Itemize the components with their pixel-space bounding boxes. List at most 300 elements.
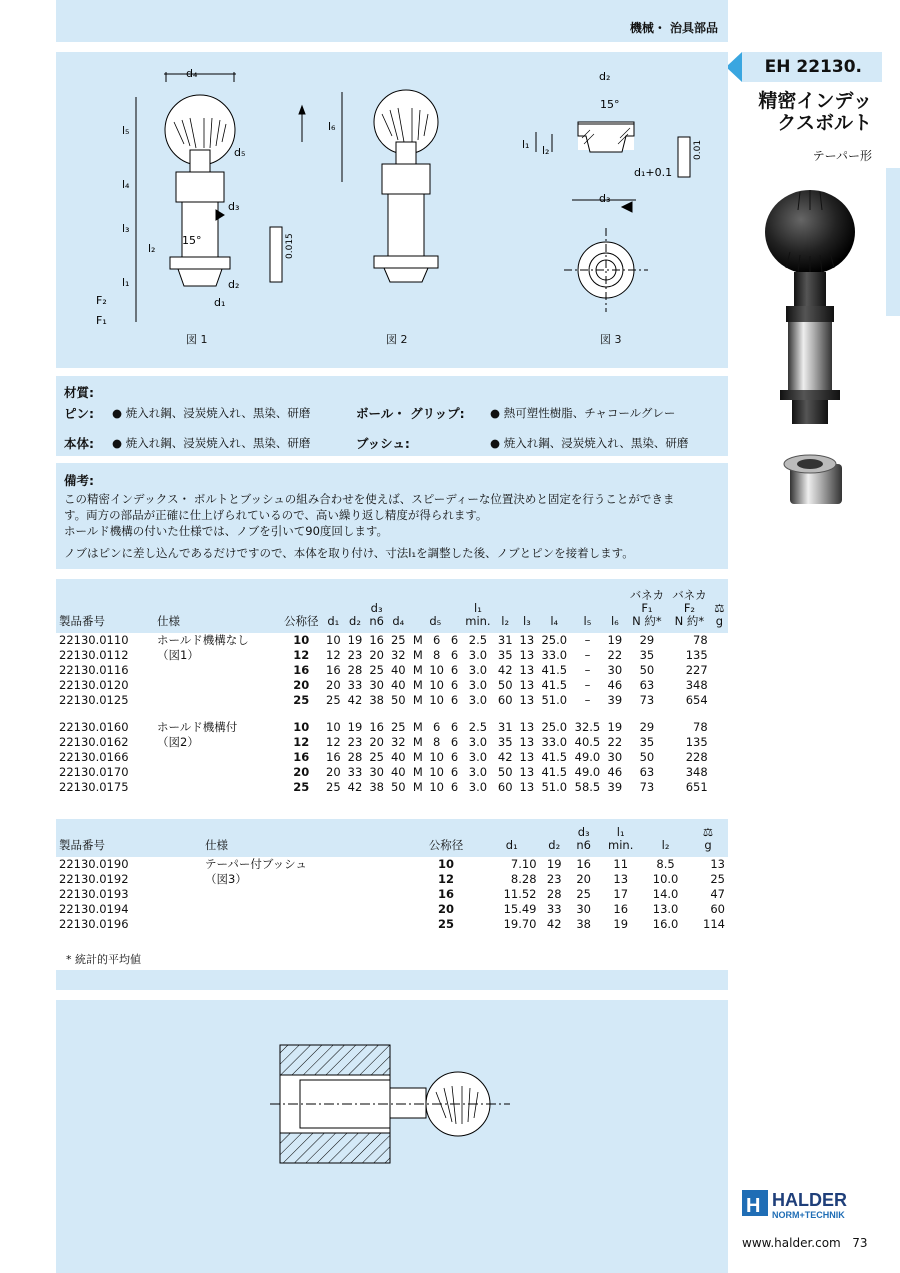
spec-cell xyxy=(202,917,408,932)
table-cell: 16 xyxy=(369,720,384,734)
table-cell: 3.0 xyxy=(468,693,488,707)
th-weight: ⚖ g xyxy=(711,579,728,633)
th-l2: l₂ xyxy=(494,579,516,633)
table-cell: 13 xyxy=(519,780,535,794)
side-tab xyxy=(886,168,900,316)
table-row xyxy=(56,663,728,678)
table-cell: 39 xyxy=(607,693,623,707)
nominal-cell: 10 xyxy=(437,857,454,871)
table-cell: 35 xyxy=(639,648,655,662)
table-cell: 25 xyxy=(390,633,406,647)
table-cell: 42 xyxy=(497,663,513,677)
table-row xyxy=(56,887,728,902)
table-cell: 19 xyxy=(347,633,363,647)
table-cell: 114 xyxy=(703,917,725,931)
table-cell: 29 xyxy=(639,633,655,647)
product-subtitle: テーパー形 xyxy=(812,149,872,163)
table-cell: 73 xyxy=(639,780,655,794)
table-cell: 25 xyxy=(326,780,341,794)
table-cell: 41.5 xyxy=(541,663,568,677)
table-cell: 10 xyxy=(429,750,444,764)
table-cell: 33 xyxy=(546,902,562,916)
part-number: 22130.0125 xyxy=(59,693,129,707)
brand-sub: NORM+TECHNIK xyxy=(772,1210,845,1220)
table-cell: 13 xyxy=(613,872,629,886)
materials-heading: 材質: xyxy=(64,385,94,400)
table-cell: 10 xyxy=(429,693,444,707)
table-cell: 33.0 xyxy=(541,648,568,662)
bush-text: ● 焼入れ鋼、浸炭焼入れ、黒染、研磨 xyxy=(490,436,689,450)
table-cell: 31 xyxy=(497,633,513,647)
table-row xyxy=(56,857,728,872)
table-row xyxy=(56,693,728,708)
table-cell: 13 xyxy=(519,735,535,749)
table-cell: 22 xyxy=(607,648,623,662)
t2-th-d1: d₁ xyxy=(484,819,540,857)
ball-label: ボール・ グリップ: xyxy=(356,406,465,421)
table-cell: 28 xyxy=(347,750,363,764)
label-angle-1: 15° xyxy=(182,234,202,247)
table-cell: 35 xyxy=(639,735,655,749)
table-row xyxy=(56,917,728,932)
label-l5: l₅ xyxy=(122,124,130,137)
table-cell: 23 xyxy=(546,872,562,886)
table-row xyxy=(56,872,728,887)
table-cell: 12 xyxy=(326,648,341,662)
spec-cell xyxy=(154,780,280,795)
table-cell: 30 xyxy=(576,902,591,916)
fig3-caption: 図 3 xyxy=(600,333,622,346)
t2-th-d2: d₂ xyxy=(540,819,569,857)
nominal-cell: 25 xyxy=(437,917,454,931)
website-link[interactable]: www.halder.com xyxy=(742,1236,841,1250)
table-cell: 49.0 xyxy=(574,750,601,764)
th-l1: l₁ min. xyxy=(461,579,494,633)
table-cell: 78 xyxy=(693,720,708,734)
table-cell: 11.52 xyxy=(503,887,537,901)
t2-th-l2: l₂ xyxy=(643,819,688,857)
t2-th-nominal: 公称径 xyxy=(408,819,484,857)
table-cell: 40 xyxy=(390,750,406,764)
table-cell: 8 xyxy=(433,648,441,662)
table-cell: 19 xyxy=(613,917,629,931)
table-cell: 14.0 xyxy=(652,887,679,901)
th-spec: 仕様 xyxy=(154,579,280,633)
table-cell: M xyxy=(412,693,423,707)
th-F2: バネカ F₂ N 約* xyxy=(668,579,711,633)
table-cell: 30 xyxy=(607,750,623,764)
table-cell: M xyxy=(412,780,423,794)
table-cell: 32 xyxy=(390,735,406,749)
table-cell: 42 xyxy=(497,750,513,764)
table-cell: 38 xyxy=(369,780,384,794)
row-gap xyxy=(56,708,728,720)
th-d2: d₂ xyxy=(344,579,366,633)
table-row xyxy=(56,633,728,648)
table-cell: 50 xyxy=(639,750,655,764)
table-row xyxy=(56,902,728,917)
part-number: 22130.0120 xyxy=(59,678,129,692)
ball-text: ● 熱可塑性樹脂、チャコールグレー xyxy=(490,406,676,420)
label-fig3-l2: l₂ xyxy=(542,144,550,157)
table-cell: 3.0 xyxy=(468,678,488,692)
table-cell: 19 xyxy=(546,857,562,871)
remarks-p1c: ホールド機構の付いた仕様では、ノブを引いて90度回します。 xyxy=(64,524,388,538)
table-cell: 42 xyxy=(347,780,363,794)
fig1-caption: 図 1 xyxy=(186,333,208,346)
table-row xyxy=(56,780,728,795)
th-l6: l₆ xyxy=(604,579,626,633)
th-nominal: 公称径 xyxy=(280,579,323,633)
nominal-cell: 20 xyxy=(293,678,310,692)
label-l4: l₄ xyxy=(122,178,130,191)
th-d3: d₃ n6 xyxy=(366,579,388,633)
table-cell: – xyxy=(584,633,591,647)
table-row xyxy=(56,735,728,750)
table-cell: 16 xyxy=(369,633,384,647)
pin-text: ● 焼入れ鋼、浸炭焼入れ、黒染、研磨 xyxy=(112,406,311,420)
label-fig3-angle: 15° xyxy=(600,98,620,111)
table-cell: 3.0 xyxy=(468,750,488,764)
body-text: ● 焼入れ鋼、浸炭焼入れ、黒染、研磨 xyxy=(112,436,311,450)
title-line-2: クスボルト xyxy=(777,112,872,134)
tol-015: 0.015 xyxy=(285,233,295,259)
spec-cell xyxy=(154,693,280,708)
table-cell: 38 xyxy=(369,693,384,707)
table-cell: 17 xyxy=(613,887,629,901)
table-cell: 73 xyxy=(639,693,655,707)
nominal-cell: 10 xyxy=(293,720,310,734)
table-cell: 50 xyxy=(639,663,655,677)
table-cell: 35 xyxy=(497,648,513,662)
category-header xyxy=(56,0,728,42)
table-cell: 50 xyxy=(497,765,513,779)
table-cell: 25.0 xyxy=(541,720,568,734)
nominal-cell: 16 xyxy=(293,663,310,677)
spec-cell xyxy=(154,765,280,780)
spec-cell xyxy=(154,663,280,678)
spec-cell: ホールド機構付 xyxy=(157,720,238,734)
part-number: 22130.0194 xyxy=(59,902,129,916)
nominal-cell: 12 xyxy=(293,648,310,662)
table-cell: 6 xyxy=(450,780,459,794)
body-label: 本体: xyxy=(64,436,94,451)
th-l4: l₄ xyxy=(538,579,571,633)
spec-cell xyxy=(154,750,280,765)
table-cell: 40 xyxy=(390,663,406,677)
svg-text:H: H xyxy=(746,1195,761,1217)
nominal-cell: 12 xyxy=(437,872,454,886)
th-d1: d₁ xyxy=(323,579,345,633)
table-cell: M xyxy=(412,750,423,764)
spec-table-2 xyxy=(56,819,728,932)
spec-cell: （図3） xyxy=(205,872,247,886)
table-cell: 6 xyxy=(433,633,441,647)
table-cell: 12 xyxy=(326,735,341,749)
remarks-heading: 備考: xyxy=(64,473,94,488)
table-cell: 8 xyxy=(433,735,441,749)
part-number: 22130.0196 xyxy=(59,917,129,931)
table-cell: 47 xyxy=(710,887,725,901)
table-row xyxy=(56,765,728,780)
table-cell: 7.10 xyxy=(510,857,537,871)
table-cell: 50 xyxy=(390,780,406,794)
remarks-p1a: この精密インデックス・ ボルトとブッシュの組み合わせを使えば、スピーディーな位置決めと固定を行うことができま xyxy=(64,492,675,506)
part-number: 22130.0192 xyxy=(59,872,129,886)
table-cell: M xyxy=(412,735,423,749)
th-d5: d₅ xyxy=(409,579,461,633)
category-label: 機械・ 治具部品 xyxy=(629,21,718,35)
nominal-cell: 20 xyxy=(293,765,310,779)
table-row xyxy=(56,750,728,765)
remarks-p2: ノブはピンに差し込んであるだけですので、本体を取り付け、寸法l₁を調整した後、ノブとピンを接着します。 xyxy=(64,546,634,560)
table-cell: 30 xyxy=(369,765,384,779)
nominal-cell: 25 xyxy=(293,693,310,707)
nominal-cell: 10 xyxy=(293,633,310,647)
halder-logo xyxy=(742,1186,874,1226)
page-number: 73 xyxy=(852,1236,868,1250)
nominal-cell: 25 xyxy=(293,780,310,794)
table-cell: M xyxy=(412,633,423,647)
label-l1: l₁ xyxy=(122,276,130,289)
separator-bar xyxy=(56,970,728,990)
table-cell: 13 xyxy=(519,678,535,692)
table-cell: 29 xyxy=(639,720,655,734)
label-l6: l₆ xyxy=(328,120,336,133)
table-cell: 6 xyxy=(450,678,459,692)
code-arrow-icon xyxy=(726,52,742,82)
table-cell: 32.5 xyxy=(574,720,601,734)
table-cell: 16 xyxy=(576,857,591,871)
table-cell: 6 xyxy=(450,693,459,707)
table-cell: 654 xyxy=(685,693,708,707)
label-F1: F₁ xyxy=(96,314,107,327)
table-row xyxy=(56,648,728,663)
label-fig3-d3: d₃ xyxy=(599,192,611,205)
table-cell: 60 xyxy=(497,693,513,707)
table-cell: 11 xyxy=(613,857,629,871)
part-number: 22130.0112 xyxy=(59,648,129,662)
table-cell: 13 xyxy=(519,648,535,662)
table-cell: 135 xyxy=(685,648,708,662)
table-cell: 16 xyxy=(326,750,341,764)
table-cell: 20 xyxy=(369,648,384,662)
table-cell: 63 xyxy=(639,678,655,692)
table-cell: 78 xyxy=(693,633,708,647)
table-cell: 6 xyxy=(450,735,459,749)
t2-th-weight: ⚖ g xyxy=(688,819,728,857)
table-cell: – xyxy=(584,678,591,692)
th-l5: l₅ xyxy=(571,579,604,633)
label-fig3-d1tol: d₁+0.1 xyxy=(634,166,673,179)
table-cell: 10 xyxy=(429,780,444,794)
part-number: 22130.0175 xyxy=(59,780,129,794)
table-cell: 46 xyxy=(607,678,623,692)
footnote: * 統計的平均値 xyxy=(66,953,141,966)
table-cell: 23 xyxy=(347,735,363,749)
table-cell: 6 xyxy=(450,633,459,647)
table-cell: 16 xyxy=(613,902,629,916)
table-cell: 6 xyxy=(450,765,459,779)
table-cell: 13 xyxy=(519,765,535,779)
table-cell: 19 xyxy=(607,633,623,647)
table-cell: 13.0 xyxy=(652,902,679,916)
table-cell: 2.5 xyxy=(468,720,488,734)
spec-cell xyxy=(154,678,280,693)
table-cell: 10 xyxy=(326,633,341,647)
table-cell: 40 xyxy=(390,678,406,692)
product-title xyxy=(758,90,872,134)
nominal-cell: 20 xyxy=(437,902,454,916)
label-fig3-l1: l₁ xyxy=(522,138,530,151)
weight-icon: ⚖ xyxy=(714,601,725,615)
table-cell: 3.0 xyxy=(468,648,488,662)
table-cell: 50 xyxy=(390,693,406,707)
table-cell: 22 xyxy=(607,735,623,749)
table-cell: 13 xyxy=(710,857,725,871)
table-cell: 51.0 xyxy=(541,693,568,707)
t2-th-spec: 仕様 xyxy=(202,819,408,857)
spec-cell: （図1） xyxy=(157,648,199,662)
table-cell: 20 xyxy=(326,765,341,779)
table-cell: 16 xyxy=(326,663,341,677)
table-cell: 30 xyxy=(369,678,384,692)
product-code: EH 22130. xyxy=(764,57,862,77)
title-line-1: 精密インデッ xyxy=(758,90,872,112)
th-F1: バネカ F₁ N 約* xyxy=(626,579,669,633)
table-cell: 25 xyxy=(390,720,406,734)
table-cell: 58.5 xyxy=(574,780,601,794)
table-cell: 49.0 xyxy=(574,765,601,779)
part-number: 22130.0110 xyxy=(59,633,129,647)
spec-cell: ホールド機構なし xyxy=(157,633,249,647)
tol-001: 0.01 xyxy=(693,139,703,160)
table-cell: 25 xyxy=(710,872,725,886)
table-cell: – xyxy=(584,663,591,677)
table-cell: 35 xyxy=(497,735,513,749)
th-l3: l₃ xyxy=(516,579,538,633)
table-cell: – xyxy=(584,693,591,707)
table-cell: 3.0 xyxy=(468,765,488,779)
table-cell: 51.0 xyxy=(541,780,568,794)
label-d1: d₁ xyxy=(214,296,226,309)
nominal-cell: 12 xyxy=(293,735,310,749)
remarks-p1b: す。両方の部品が正確に仕上げられているので、高い繰り返し精度が得られます。 xyxy=(64,508,488,522)
spec-cell: （図2） xyxy=(157,735,199,749)
table-cell: – xyxy=(584,648,591,662)
table-cell: 6 xyxy=(433,720,441,734)
table-cell: 227 xyxy=(685,663,708,677)
table-cell: 6 xyxy=(450,663,459,677)
bush-label: ブッシュ: xyxy=(356,436,410,451)
label-d4: d₄ xyxy=(186,67,198,80)
table-cell: 13 xyxy=(519,750,535,764)
table-cell: 3.0 xyxy=(468,663,488,677)
table-cell: 19 xyxy=(347,720,363,734)
brand-name: HALDER xyxy=(772,1190,847,1210)
table-cell: 6 xyxy=(450,648,459,662)
table-cell: 25 xyxy=(326,693,341,707)
table-cell: 6 xyxy=(450,720,459,734)
table-cell: 15.49 xyxy=(503,902,537,916)
t2-th-d3: d₃ n6 xyxy=(569,819,598,857)
product-code-tag xyxy=(742,52,882,82)
table-cell: 40.5 xyxy=(574,735,601,749)
label-l3: l₃ xyxy=(122,222,130,235)
label-fig3-d2: d₂ xyxy=(599,70,611,83)
table-cell: 20 xyxy=(326,678,341,692)
table-cell: 6 xyxy=(450,750,459,764)
pin-label: ピン: xyxy=(64,406,94,421)
part-number: 22130.0166 xyxy=(59,750,129,764)
spec-cell: テーパー付ブッシュ xyxy=(205,857,307,871)
table-cell: 228 xyxy=(685,750,708,764)
weight-icon-2: ⚖ xyxy=(702,825,714,839)
table-cell: 8.28 xyxy=(510,872,537,886)
part-number: 22130.0190 xyxy=(59,857,129,871)
th-d4: d₄ xyxy=(387,579,409,633)
table-cell: 10 xyxy=(429,663,444,677)
label-F2: F₂ xyxy=(96,294,107,307)
table-cell: 28 xyxy=(347,663,363,677)
table-cell: M xyxy=(412,720,423,734)
th-part: 製品番号 xyxy=(56,579,154,633)
table-cell: 23 xyxy=(347,648,363,662)
table-cell: 13 xyxy=(519,633,535,647)
spec-table-1 xyxy=(56,579,728,795)
table-cell: 39 xyxy=(607,780,623,794)
table-cell: 42 xyxy=(347,693,363,707)
table-cell: 19.70 xyxy=(503,917,537,931)
table-cell: 2.5 xyxy=(468,633,488,647)
table-cell: 42 xyxy=(546,917,562,931)
table-row xyxy=(56,720,728,735)
footer xyxy=(742,1236,867,1250)
table-cell: 41.5 xyxy=(541,678,568,692)
t2-th-l1: l₁ min. xyxy=(598,819,643,857)
spec-cell xyxy=(202,902,408,917)
table-cell: 32 xyxy=(390,648,406,662)
nominal-cell: 16 xyxy=(293,750,310,764)
table-cell: 10 xyxy=(429,765,444,779)
table-cell: 25 xyxy=(369,663,384,677)
label-d2: d₂ xyxy=(228,278,240,291)
table-cell: 50 xyxy=(497,678,513,692)
label-d3: d₃ xyxy=(228,200,240,213)
table-cell: 41.5 xyxy=(541,765,568,779)
table-cell: 33 xyxy=(347,678,363,692)
application-drawing xyxy=(270,1040,530,1170)
fig2-caption: 図 2 xyxy=(386,333,408,346)
table-cell: 19 xyxy=(607,720,623,734)
table-cell: 13 xyxy=(519,663,535,677)
table-cell: 13 xyxy=(519,720,535,734)
table-cell: 41.5 xyxy=(541,750,568,764)
nominal-cell: 16 xyxy=(437,887,454,901)
part-number: 22130.0170 xyxy=(59,765,129,779)
table-cell: 348 xyxy=(685,678,708,692)
table-cell: M xyxy=(412,678,423,692)
table-cell: 33 xyxy=(347,765,363,779)
table-cell: 46 xyxy=(607,765,623,779)
part-number: 22130.0193 xyxy=(59,887,129,901)
table-cell: 16.0 xyxy=(652,917,679,931)
table-cell: 33.0 xyxy=(541,735,568,749)
table-cell: 30 xyxy=(607,663,623,677)
table-cell: M xyxy=(412,648,423,662)
label-d5: d₅ xyxy=(234,146,246,159)
table-cell: 3.0 xyxy=(468,780,488,794)
